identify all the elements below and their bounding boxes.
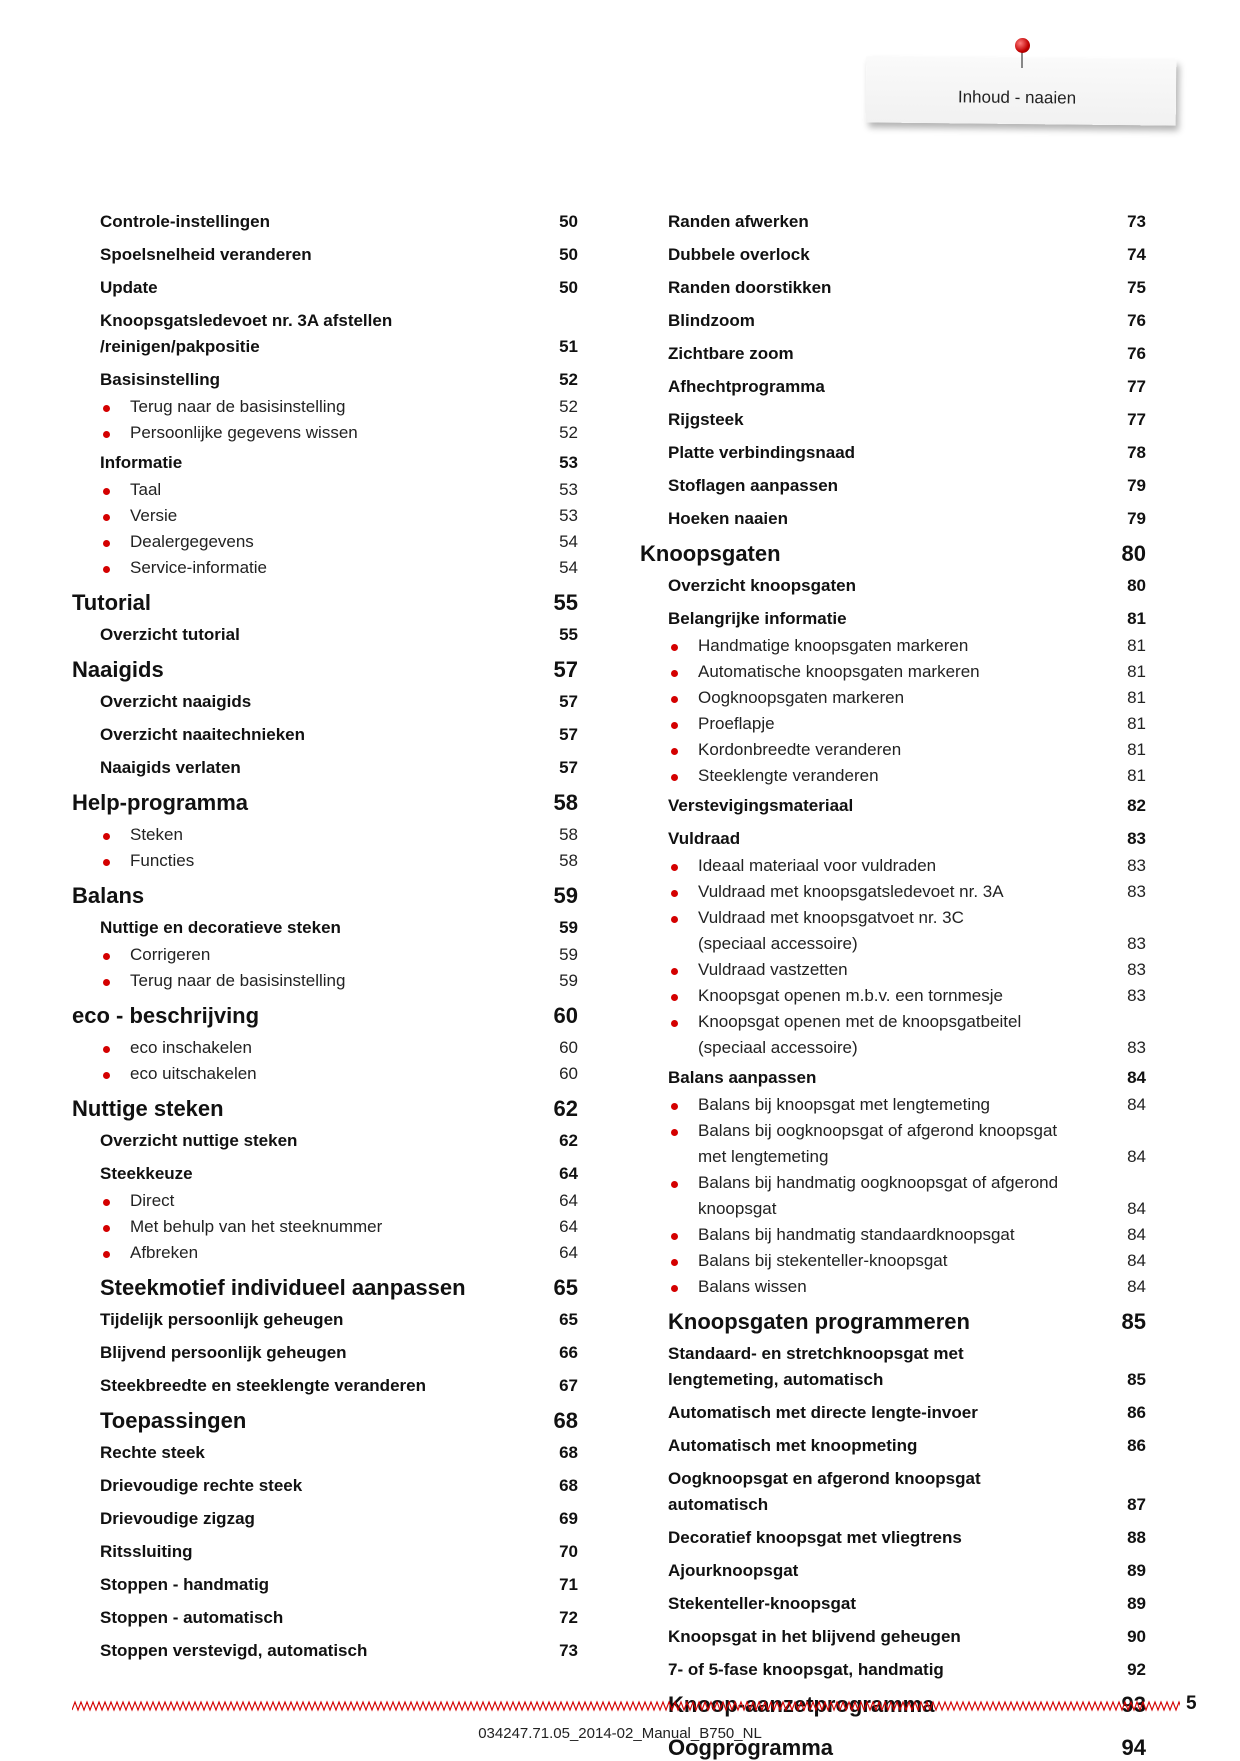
toc-entry-title: Informatie bbox=[100, 453, 183, 472]
toc-page-number: 74 bbox=[1127, 245, 1146, 264]
toc-entry-title: Balans bij knoopsgat met lengtemeting bbox=[698, 1095, 991, 1114]
toc-page-number: 52 bbox=[559, 397, 578, 416]
toc-page-number: 89 bbox=[1127, 1561, 1146, 1580]
bullet-dot-icon bbox=[103, 540, 110, 547]
toc-page-number: 72 bbox=[559, 1608, 578, 1627]
toc-page-number: 81 bbox=[1127, 636, 1146, 655]
bullet-dot-icon bbox=[671, 916, 678, 923]
toc-page-number: 64 bbox=[559, 1191, 578, 1210]
toc-entry-title: Ajourknoopsgat bbox=[668, 1561, 799, 1580]
toc-entry-title: Terug naar de basisinstelling bbox=[130, 397, 346, 416]
toc-entry-title: Knoop-aanzetprogramma bbox=[668, 1692, 935, 1718]
toc-entry-title: Steekkeuze bbox=[100, 1164, 193, 1183]
toc-entry-title: Persoonlijke gegevens wissen bbox=[130, 423, 358, 442]
toc-page-number: 79 bbox=[1127, 509, 1146, 528]
toc-entry-title-continued: lengtemeting, automatisch bbox=[668, 1370, 884, 1389]
toc-page-number: 81 bbox=[1127, 688, 1146, 707]
toc-page-number: 53 bbox=[559, 453, 578, 472]
toc-entry-title: Blijvend persoonlijk geheugen bbox=[100, 1343, 347, 1362]
bullet-dot-icon bbox=[103, 1251, 110, 1258]
toc-page-number: 84 bbox=[1127, 1068, 1146, 1087]
toc-page-number: 81 bbox=[1127, 662, 1146, 681]
toc-page-number: 58 bbox=[553, 790, 578, 816]
toc-page-number: 84 bbox=[1127, 1199, 1146, 1218]
bullet-dot-icon bbox=[103, 1225, 110, 1232]
bullet-dot-icon bbox=[103, 1046, 110, 1053]
toc-entry-title: Knoopsgat in het blijvend geheugen bbox=[668, 1627, 961, 1646]
bullet-dot-icon bbox=[103, 1072, 110, 1079]
toc-entry-title: Service-informatie bbox=[130, 558, 267, 577]
toc-page-number: 59 bbox=[553, 883, 578, 909]
toc-entry-title: Tijdelijk persoonlijk geheugen bbox=[100, 1310, 344, 1329]
toc-page-number: 94 bbox=[1121, 1735, 1146, 1761]
toc-page-number: 89 bbox=[1127, 1594, 1146, 1613]
toc-entry-title: Corrigeren bbox=[130, 945, 211, 964]
toc-page-number: 80 bbox=[1127, 576, 1146, 595]
toc-page-number: 64 bbox=[559, 1217, 578, 1236]
toc-entry-title: Overzicht naaigids bbox=[100, 692, 252, 711]
toc-entry-title: Spoelsnelheid veranderen bbox=[100, 245, 312, 264]
bullet-dot-icon bbox=[671, 696, 678, 703]
toc-page-number: 50 bbox=[559, 245, 578, 264]
toc-entry-title: Standaard- en stretchknoopsgat met bbox=[668, 1344, 964, 1363]
toc-entry-title: Knoopsgatsledevoet nr. 3A afstellen bbox=[100, 311, 393, 330]
toc-entry-title-continued: (speciaal accessoire) bbox=[698, 1038, 858, 1057]
bullet-dot-icon bbox=[671, 968, 678, 975]
toc-page-number: 88 bbox=[1127, 1528, 1146, 1547]
bullet-dot-icon bbox=[671, 722, 678, 729]
toc-entry-title: Decoratief knoopsgat met vliegtrens bbox=[668, 1528, 962, 1547]
toc-entry-title: Knoopsgaten bbox=[640, 541, 781, 567]
toc-entry-title: Controle-instellingen bbox=[100, 212, 270, 231]
toc-page-number: 78 bbox=[1127, 443, 1146, 462]
toc-entry-title: Naaigids bbox=[72, 657, 164, 683]
toc-entry-title: eco - beschrijving bbox=[72, 1003, 260, 1029]
toc-page-number: 58 bbox=[559, 851, 578, 870]
toc-entry-title: Rijgsteek bbox=[668, 410, 744, 429]
toc-entry-title: Hoeken naaien bbox=[668, 509, 788, 528]
toc-page-number: 83 bbox=[1127, 960, 1146, 979]
page-number: 5 bbox=[1186, 1693, 1197, 1714]
toc-page-number: 81 bbox=[1127, 609, 1146, 628]
toc-page-number: 55 bbox=[559, 625, 578, 644]
bullet-dot-icon bbox=[103, 859, 110, 866]
bullet-dot-icon bbox=[671, 1020, 678, 1027]
toc-page-number: 60 bbox=[553, 1003, 578, 1029]
footer-doc-code: 034247.71.05_2014-02_Manual_B750_NL bbox=[478, 1725, 762, 1742]
toc-entry-title: Basisinstelling bbox=[100, 370, 220, 389]
toc-page-number: 58 bbox=[559, 825, 578, 844]
toc-page-number: 57 bbox=[559, 725, 578, 744]
header-tag-text: Inhoud - naaien bbox=[957, 87, 1077, 108]
toc-page-number: 69 bbox=[559, 1509, 578, 1528]
toc-entry-title: Versie bbox=[130, 506, 178, 525]
toc-entry-title: Nuttige en decoratieve steken bbox=[100, 918, 341, 937]
bullet-dot-icon bbox=[671, 1233, 678, 1240]
toc-page-number: 51 bbox=[559, 337, 578, 356]
toc-entry-title: Overzicht tutorial bbox=[100, 625, 240, 644]
toc-entry-title: Platte verbindingsnaad bbox=[668, 443, 856, 462]
toc-page-number: 92 bbox=[1127, 1660, 1146, 1679]
toc-entry-title: Verstevigingsmateriaal bbox=[668, 796, 854, 815]
toc-page-number: 54 bbox=[559, 558, 578, 577]
toc-page-number: 73 bbox=[559, 1641, 578, 1660]
toc-entry-title: Oogknoopsgaten markeren bbox=[698, 688, 905, 707]
toc-entry-title: Stoppen verstevigd, automatisch bbox=[100, 1641, 368, 1660]
toc-entry-title: Oogknoopsgat en afgerond knoopsgat bbox=[668, 1469, 981, 1488]
toc-page-number: 68 bbox=[553, 1408, 578, 1434]
bullet-dot-icon bbox=[671, 1285, 678, 1292]
toc-page-number: 85 bbox=[1127, 1370, 1146, 1389]
toc-page-number: 65 bbox=[559, 1310, 578, 1329]
toc-page-number: 76 bbox=[1127, 311, 1146, 330]
bullet-dot-icon bbox=[671, 670, 678, 677]
toc-entry-title: Help-programma bbox=[72, 790, 249, 816]
toc-entry-title-continued: /reinigen/pakpositie bbox=[100, 337, 260, 356]
bullet-dot-icon bbox=[103, 979, 110, 986]
toc-page-number: 82 bbox=[1127, 796, 1146, 815]
toc-entry-title: Balans bij oogknoopsgat of afgerond knoopsgat bbox=[698, 1121, 1058, 1140]
bullet-dot-icon bbox=[103, 566, 110, 573]
toc-entry-title: Handmatige knoopsgaten markeren bbox=[698, 636, 969, 655]
toc-entry-title: Drievoudige zigzag bbox=[100, 1509, 255, 1528]
toc-entry-title: Steken bbox=[130, 825, 183, 844]
toc-entry-title: Nuttige steken bbox=[72, 1096, 224, 1122]
bullet-dot-icon bbox=[671, 1103, 678, 1110]
toc-page-number: 60 bbox=[559, 1038, 578, 1057]
toc-page-number: 50 bbox=[559, 278, 578, 297]
toc-entry-title: Automatisch met directe lengte-invoer bbox=[668, 1403, 978, 1422]
toc-entry-title-continued: automatisch bbox=[668, 1495, 769, 1514]
bullet-dot-icon bbox=[671, 1181, 678, 1188]
bullet-dot-icon bbox=[671, 748, 678, 755]
toc-entry-title: Automatisch met knoopmeting bbox=[668, 1436, 918, 1455]
toc-page-number: 84 bbox=[1127, 1095, 1146, 1114]
toc-entry-title: Balans aanpassen bbox=[668, 1068, 817, 1087]
toc-entry-title: Belangrijke informatie bbox=[668, 609, 847, 628]
pushpin-icon bbox=[1015, 38, 1030, 53]
toc-page-number: 70 bbox=[559, 1542, 578, 1561]
toc-entry-title: Zichtbare zoom bbox=[668, 344, 794, 363]
toc-page-number: 83 bbox=[1127, 986, 1146, 1005]
bullet-dot-icon bbox=[103, 514, 110, 521]
toc-page-number: 80 bbox=[1121, 541, 1146, 567]
toc-entry-title: Toepassingen bbox=[100, 1408, 247, 1434]
toc-entry-title: Drievoudige rechte steek bbox=[100, 1476, 303, 1495]
toc-page-number: 52 bbox=[559, 423, 578, 442]
toc-page-number: 83 bbox=[1127, 882, 1146, 901]
toc-entry-title: Balans wissen bbox=[698, 1277, 807, 1296]
toc-page-number: 60 bbox=[559, 1064, 578, 1083]
toc-entry-title: Balans bbox=[72, 883, 145, 909]
toc-page-number: 71 bbox=[559, 1575, 578, 1594]
toc-entry-title: Dealergegevens bbox=[130, 532, 254, 551]
toc-entry-title: Overzicht knoopsgaten bbox=[668, 576, 856, 595]
toc-entry-title: Afhechtprogramma bbox=[668, 377, 825, 396]
toc-entry-title: Tutorial bbox=[72, 590, 152, 616]
toc-page-number: 65 bbox=[553, 1275, 578, 1301]
toc-entry-title-continued: knoopsgat bbox=[698, 1199, 777, 1218]
toc-entry-title: Knoopsgat openen met de knoopsgatbeitel bbox=[698, 1012, 1022, 1031]
toc-page-number: 81 bbox=[1127, 740, 1146, 759]
toc-page-number: 81 bbox=[1127, 766, 1146, 785]
toc-entry-title: Taal bbox=[130, 480, 162, 499]
toc-entry-title: Afbreken bbox=[130, 1243, 199, 1262]
toc-entry-title: Dubbele overlock bbox=[668, 245, 810, 264]
bullet-dot-icon bbox=[671, 1129, 678, 1136]
toc-page-number: 79 bbox=[1127, 476, 1146, 495]
toc-page-number: 68 bbox=[559, 1476, 578, 1495]
bullet-dot-icon bbox=[103, 953, 110, 960]
toc-page-number: 53 bbox=[559, 506, 578, 525]
toc-entry-title: Kordonbreedte veranderen bbox=[698, 740, 902, 759]
toc-entry-title: Randen afwerken bbox=[668, 212, 809, 231]
toc-page-number: 84 bbox=[1127, 1251, 1146, 1270]
bullet-dot-icon bbox=[671, 994, 678, 1001]
toc-entry-title: eco uitschakelen bbox=[130, 1064, 257, 1083]
toc-entry-title: Terug naar de basisinstelling bbox=[130, 971, 346, 990]
bullet-dot-icon bbox=[103, 833, 110, 840]
toc-page-number: 77 bbox=[1127, 410, 1146, 429]
toc-page-number: 83 bbox=[1127, 829, 1146, 848]
toc-page-number: 62 bbox=[553, 1096, 578, 1122]
toc-entry-title: Met behulp van het steeknummer bbox=[130, 1217, 383, 1236]
bullet-dot-icon bbox=[103, 405, 110, 412]
toc-entry-title: Blindzoom bbox=[668, 311, 755, 330]
bullet-dot-icon bbox=[103, 431, 110, 438]
toc-entry-title: Balans bij stekenteller-knoopsgat bbox=[698, 1251, 948, 1270]
bullet-dot-icon bbox=[671, 774, 678, 781]
toc-entry-title: Steekmotief individueel aanpassen bbox=[100, 1275, 466, 1301]
bullet-dot-icon bbox=[671, 644, 678, 651]
toc-entry-title: Balans bij handmatig standaardknoopsgat bbox=[698, 1225, 1015, 1244]
bullet-dot-icon bbox=[103, 488, 110, 495]
toc-page-number: 84 bbox=[1127, 1147, 1146, 1166]
bullet-dot-icon bbox=[671, 864, 678, 871]
toc-entry-title-continued: (speciaal accessoire) bbox=[698, 934, 858, 953]
toc-entry-title: Steekbreedte en steeklengte veranderen bbox=[100, 1376, 426, 1395]
toc-entry-title: Steeklengte veranderen bbox=[698, 766, 879, 785]
toc-page-number: 57 bbox=[559, 758, 578, 777]
toc-entry-title: Stoppen - automatisch bbox=[100, 1608, 284, 1627]
toc-page-number: 75 bbox=[1127, 278, 1146, 297]
toc-page-number: 64 bbox=[559, 1243, 578, 1262]
toc-entry-title: Rechte steek bbox=[100, 1443, 205, 1462]
toc-entry-title: Randen doorstikken bbox=[668, 278, 832, 297]
toc-entry-title: Automatische knoopsgaten markeren bbox=[698, 662, 980, 681]
toc-page-number: 73 bbox=[1127, 212, 1146, 231]
toc-page-number: 66 bbox=[559, 1343, 578, 1362]
toc-entry-title: Stoppen - handmatig bbox=[100, 1575, 270, 1594]
toc-page-number: 93 bbox=[1121, 1692, 1146, 1718]
toc-page-number: 86 bbox=[1127, 1403, 1146, 1422]
toc-entry-title: eco inschakelen bbox=[130, 1038, 252, 1057]
footer-zigzag-line bbox=[72, 1700, 1180, 1712]
toc-entry-title: Functies bbox=[130, 851, 195, 870]
toc-page-number: 87 bbox=[1127, 1495, 1146, 1514]
toc-entry-title: Update bbox=[100, 278, 158, 297]
toc-entry-title: Vuldraad bbox=[668, 829, 741, 848]
toc-page-number: 77 bbox=[1127, 377, 1146, 396]
toc-entry-title: Overzicht naaitechnieken bbox=[100, 725, 306, 744]
toc-page-number: 57 bbox=[559, 692, 578, 711]
toc-entry-title: Vuldraad met knoopsgatvoet nr. 3C bbox=[698, 908, 964, 927]
toc-entry-title: Proeflapje bbox=[698, 714, 775, 733]
bullet-dot-icon bbox=[671, 1259, 678, 1266]
toc-entry-title: Overzicht nuttige steken bbox=[100, 1131, 298, 1150]
toc-page-number: 83 bbox=[1127, 1038, 1146, 1057]
toc-page-number: 59 bbox=[559, 918, 578, 937]
bullet-dot-icon bbox=[103, 1199, 110, 1206]
toc-page-number: 64 bbox=[559, 1164, 578, 1183]
toc-page-number: 62 bbox=[559, 1131, 578, 1150]
toc-page-number: 76 bbox=[1127, 344, 1146, 363]
toc-page-number: 59 bbox=[559, 945, 578, 964]
toc-entry-title: Stoflagen aanpassen bbox=[668, 476, 839, 495]
toc-page-number: 52 bbox=[559, 370, 578, 389]
toc-page-number: 85 bbox=[1121, 1309, 1146, 1335]
toc-page-number: 84 bbox=[1127, 1225, 1146, 1244]
toc-entry-title: Vuldraad vastzetten bbox=[698, 960, 848, 979]
toc-page-number: 59 bbox=[559, 971, 578, 990]
toc-entry-title: Knoopsgaten programmeren bbox=[668, 1309, 970, 1335]
toc-entry-title-continued: met lengtemeting bbox=[698, 1147, 829, 1166]
toc-entry-title: Balans bij handmatig oogknoopsgat of afgerond bbox=[698, 1173, 1059, 1192]
toc-entry-title: Ideaal materiaal voor vuldraden bbox=[698, 856, 937, 875]
toc-page-number: 81 bbox=[1127, 714, 1146, 733]
bullet-dot-icon bbox=[671, 890, 678, 897]
toc-page-number: 90 bbox=[1127, 1627, 1146, 1646]
toc-page-number: 83 bbox=[1127, 856, 1146, 875]
toc-page-number: 67 bbox=[559, 1376, 578, 1395]
toc-page-number: 57 bbox=[553, 657, 578, 683]
toc-page-number: 83 bbox=[1127, 934, 1146, 953]
toc-entry-title: 7- of 5-fase knoopsgat, handmatig bbox=[668, 1660, 944, 1679]
toc-page-number: 86 bbox=[1127, 1436, 1146, 1455]
toc-page-number: 50 bbox=[559, 212, 578, 231]
toc-page-number: 55 bbox=[553, 590, 578, 616]
toc-entry-title: Oogprogramma bbox=[668, 1735, 834, 1761]
toc-entry-title: Vuldraad met knoopsgatsledevoet nr. 3A bbox=[698, 882, 1004, 901]
toc-entry-title: Knoopsgat openen m.b.v. een tornmesje bbox=[698, 986, 1003, 1005]
toc-page-number: 53 bbox=[559, 480, 578, 499]
toc-entry-title: Stekenteller-knoopsgat bbox=[668, 1594, 856, 1613]
toc-entry-title: Naaigids verlaten bbox=[100, 758, 241, 777]
toc-page-number: 68 bbox=[559, 1443, 578, 1462]
toc-entry-title: Ritssluiting bbox=[100, 1542, 193, 1561]
toc-page-number: 54 bbox=[559, 532, 578, 551]
toc-page-number: 84 bbox=[1127, 1277, 1146, 1296]
toc-entry-title: Direct bbox=[130, 1191, 175, 1210]
